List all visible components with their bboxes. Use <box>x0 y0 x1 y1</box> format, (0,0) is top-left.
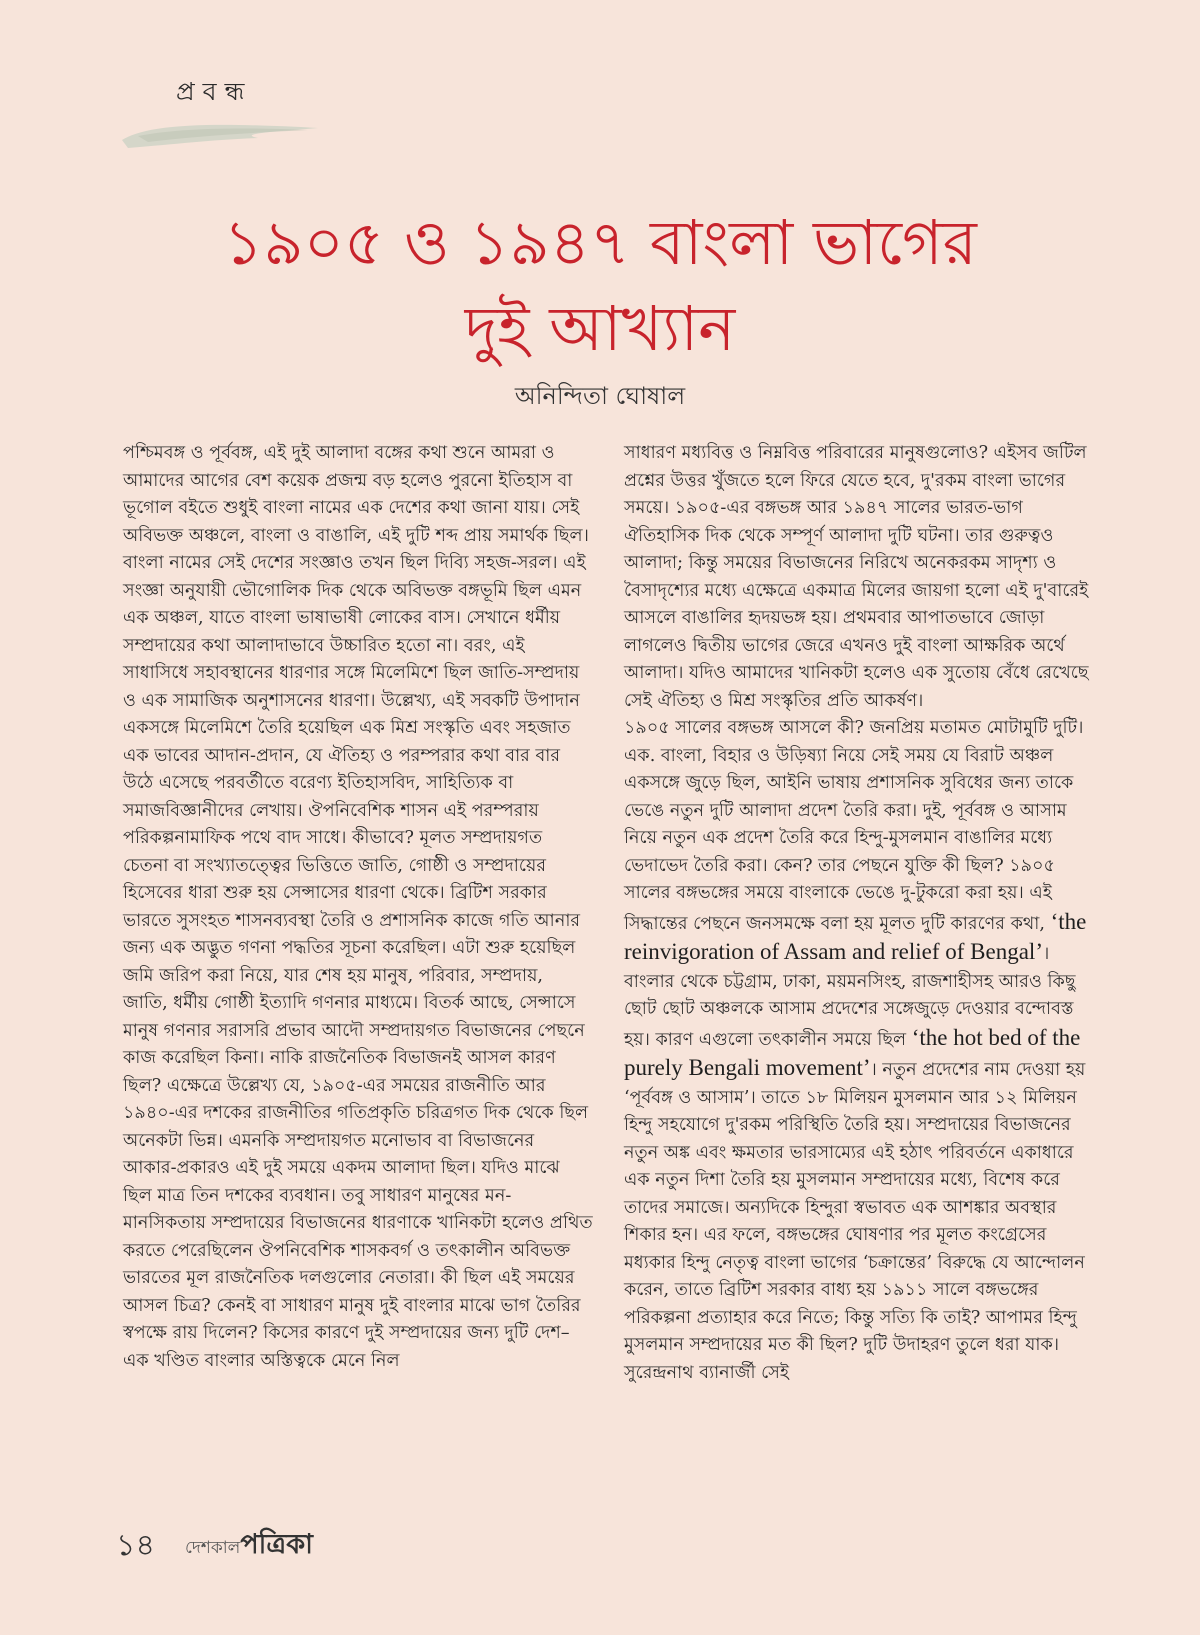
brush-stroke-decoration <box>118 118 323 152</box>
paragraph: সাধারণ মধ্যবিত্ত ও নিম্নবিত্ত পরিবারের মানুষগুলোও? এইসব জটিল প্রশ্নের উত্তর খুঁজতে হলে ফিরে যেতে হবে, দু'রকম বাংলা ভাগের সময়ে। ১৯০৫-এর বঙ্গভঙ্গ আর ১৯৪৭ সালের ভারত-ভাগ ঐতিহাসিক দিক থেকে সম্পূর্ণ আলাদা দুটি ঘটনা। তার গুরুত্বও আলাদা; কিন্তু সময়ের বিভাজনের নিরিখে অনেকরকম সাদৃশ্য ও বৈসাদৃশ্যের মধ্যে এক্ষেত্রে একমাত্র মিলের জায়গা হলো এই দু'বারেই আসলে বাঙালির হৃদয়ভঙ্গ হয়। প্রথমবার আপাতভাবে জোড়া লাগলেও দ্বিতীয় ভাগের জেরে এখনও দুই বাংলা আক্ষরিক অর্থে আলাদা। যদিও আমাদের খানিকটা হলেও এক সুতোয় বেঁধে রেখেছে সেই ঐতিহ্য ও মিশ্র সংস্কৃতির প্রতি আকর্ষণ। <box>624 443 1089 711</box>
paragraph: পশ্চিমবঙ্গ ও পূর্ববঙ্গ, এই দুই আলাদা বঙ্গের কথা শুনে আমরা ও আমাদের আগের বেশ কয়েক প্রজন্ম বড় হলেও পুরনো ইতিহাস বা ভূগোল বইতে শুধুই বাংলা নামের এক দেশের কথা জানা যায়। সেই অবিভক্ত অঞ্চলে, বাংলা ও বাঙালি, এই দুটি শব্দ প্রায় সমার্থক ছিল। বাংলা নামের সেই দেশের সংজ্ঞাও তখন ছিল দিব্যি সহজ-সরল। এই সংজ্ঞা অনুযায়ী ভৌগোলিক দিক থেকে অবিভক্ত বঙ্গভূমি ছিল এমন এক অঞ্চল, যাতে বাংলা ভাষাভাষী লোকের বাস। সেখানে ধর্মীয় সম্প্রদায়ের কথা আলাদাভাবে উচ্চারিত হতো না। বরং, এই সাধাসিধে সহাবস্থানের ধারণার সঙ্গে মিলেমিশে ছিল জাতি-সম্প্রদায় ও এক সামাজিক অনুশাসনের ধারণা। উল্লেখ্য, এই সবকটি উপাদান একসঙ্গে মিলেমিশে তৈরি হয়েছিল এক মিশ্র সংস্কৃতি এবং সহজাত এক ভাবের আদান-প্রদান, যে ঐতিহ্য ও পরম্পরার কথা বার বার উঠে এসেছে পরবর্তীতে বরেণ্য ইতিহাসবিদ, সাহিত্যিক বা সমাজবিজ্ঞানীদের লেখায়। ঔপনিবেশিক শাসন এই পরম্পরায় পরিকল্পনামাফিক পথে বাদ সাধে। কীভাবে? মূলত সম্প্রদায়গত চেতনা বা সংখ্যাতত্ত্বের ভিত্তিতে জাতি, গোষ্ঠী ও সম্প্রদায়ের হিসেবের ধারা শুরু হয় সেন্সাসের ধারণা থেকে। ব্রিটিশ সরকার ভারতে সুসংহত শাসনব্যবস্থা তৈরি ও প্রশাসনিক কাজে গতি আনার জন্য এক অদ্ভুত গণনা পদ্ধতির সূচনা করেছিল। এটা শুরু হয়েছিল জমি জরিপ করা নিয়ে, যার শেষ হয় মানুষ, পরিবার, সম্প্রদায়, জাতি, ধর্মীয় গোষ্ঠী ইত্যাদি গণনার মাধ্যমে। বিতর্ক আছে, সেন্সাসে মানুষ গণনার সরাসরি প্রভাব আদৌ সম্প্রদায়গত বিভাজনের পেছনে কাজ করেছিল কিনা। নাকি রাজনৈতিক বিভাজনই আসল কারণ ছিল? এক্ষেত্রে উল্লেখ্য যে, ১৯০৫-এর সময়ের রাজনীতি আর ১৯৪০-এর দশকের রাজনীতির গতিপ্রকৃতি চরিত্রগত দিক থেকে ছিল অনেকটা ভিন্ন। এমনকি সম্প্রদায়গত মনোভাব বা বিভাজনের আকার-প্রকারও এই দুই সময়ে একদম আলাদা ছিল। যদিও মাঝে ছিল মাত্র তিন দশকের ব্যবধান। তবু সাধারণ মানুষের মন-মানসিকতায় সম্প্রদায়ের বিভাজনের ধারণাকে খানিকটা হলেও প্রথিত করতে পেরেছিলেন ঔপনিবেশিক শাসকবর্গ ও তৎকালীন অবিভক্ত ভারতের মূল রাজনৈতিক দলগুলোর নেতারা। কী ছিল এই সময়ের আসল চিত্র? কেনই বা সাধারণ মানুষ দুই বাংলার মাঝে ভাগ তৈরির স্বপক্ষে রায় দিলেন? কিসের কারণে দুই সম্প্রদায়ের জন্য দুটি দেশ– এক খণ্ডিত বাংলার অস্তিত্বকে মেনে নিল <box>123 443 593 1371</box>
logo-text-part1: দেশকাল <box>184 1537 241 1558</box>
paragraph-text: ১৯০৫ সালের বঙ্গভঙ্গ আসলে কী? জনপ্রিয় মতামত মোটামুটি দুটি। এক. বাংলা, বিহার ও উড়িষ্যা নিয়ে সেই সময় যে বিরাট অঞ্চল একসঙ্গে জুড়ে ছিল, আইনি ভাষায় প্রশাসনিক সুবিধের জন্য তাকে ভেঙে নতুন দুটি আলাদা প্রদেশ তৈরি করা। দুই, পূর্ববঙ্গ ও আসাম নিয়ে নতুন এক প্রদেশ তৈরি করে হিন্দু-মুসলমান বাঙালির মধ্যে ভেদাভেদ তৈরি করা। কেন? তার পেছনে যুক্তি কী ছিল? ১৯০৫ সালের বঙ্গভঙ্গের সময়ে বাংলাকে ভেঙে দু-টুকরো করা হয়। এই সিদ্ধান্তের পেছনে জনসমক্ষে বলা হয় মূলত দুটি কারণের কথা, <box>624 718 1084 934</box>
paragraph <box>624 715 1094 1387</box>
title-line-1: ১৯০৫ ও ১৯৪৭ বাংলা ভাগের <box>223 206 977 279</box>
paragraph-text: । বাংলার থেকে চট্টগ্রাম, ঢাকা, ময়মনসিংহ, রাজশাহীসহ আরও কিছু ছোট ছোট অঞ্চলকে আসাম প্রদেশের সঙ্গেজুড়ে দেওয়ার বন্দোবস্ত হয়। কারণ এগুলো তৎকালীন সময়ে ছিল <box>624 944 1076 1050</box>
english-quote: ‘the hot bed of the purely Bengali movement’ <box>624 1024 1081 1080</box>
page-footer <box>116 1526 313 1566</box>
logo-text-part2: পত্রিকা <box>240 1528 313 1560</box>
section-label: প্রবন্ধ <box>176 77 253 106</box>
page-number: ১৪ <box>116 1527 155 1563</box>
paragraph-text: । নতুন প্রদেশের নাম দেওয়া হয় ‘পূর্ববঙ্গ ও আসাম’। তাতে ১৮ মিলিয়ন মুসলমান আর ১২ মিলিয়ন হিন্দু সহযোগে দু'রকম পরিস্থিতি তৈরি হয়। সম্প্রদায়ের বিভাজনের নতুন অঙ্ক এবং ক্ষমতার ভারসাম্যের এই হঠাৎ পরিবর্তনে একাধারে এক নতুন দিশা তৈরি হয় মুসলমান সম্প্রদায়ের মধ্যে, বিশেষ করে তাদের সমাজে। অন্যদিকে হিন্দুরা স্বভাবত এক আশঙ্কার অবস্থার শিকার হন। এর ফলে, বঙ্গভঙ্গের ঘোষণার পর মূলত কংগ্রেসের মধ্যকার হিন্দু নেতৃত্ব বাংলা ভাগের ‘চক্রান্তের’ বিরুদ্ধে যে আন্দোলন করেন, তাতে ব্রিটিশ সরকার বাধ্য হয় ১৯১১ সালে বঙ্গভঙ্গের পরিকল্পনা প্রত্যাহার করে নিতে; কিন্তু সত্যি কি তাই? আপামর হিন্দু মুসলমান সম্প্রদায়ের মত কী ছিল? দুটি উদাহরণ তুলে ধরা যাক। সুরেন্দ্রনাথ ব্যানার্জী সেই <box>624 1060 1086 1383</box>
author-name: অনিন্দিতা ঘোষাল <box>514 382 686 410</box>
english-quote: ‘the reinvigoration of Assam and relief of Bengal’ <box>624 908 1087 964</box>
article-column-left <box>123 440 593 1375</box>
article-title <box>120 200 1080 372</box>
title-line-2: দুই আখ্যান <box>464 292 736 365</box>
article-column-right <box>624 440 1094 1387</box>
magazine-logo <box>185 1524 313 1569</box>
